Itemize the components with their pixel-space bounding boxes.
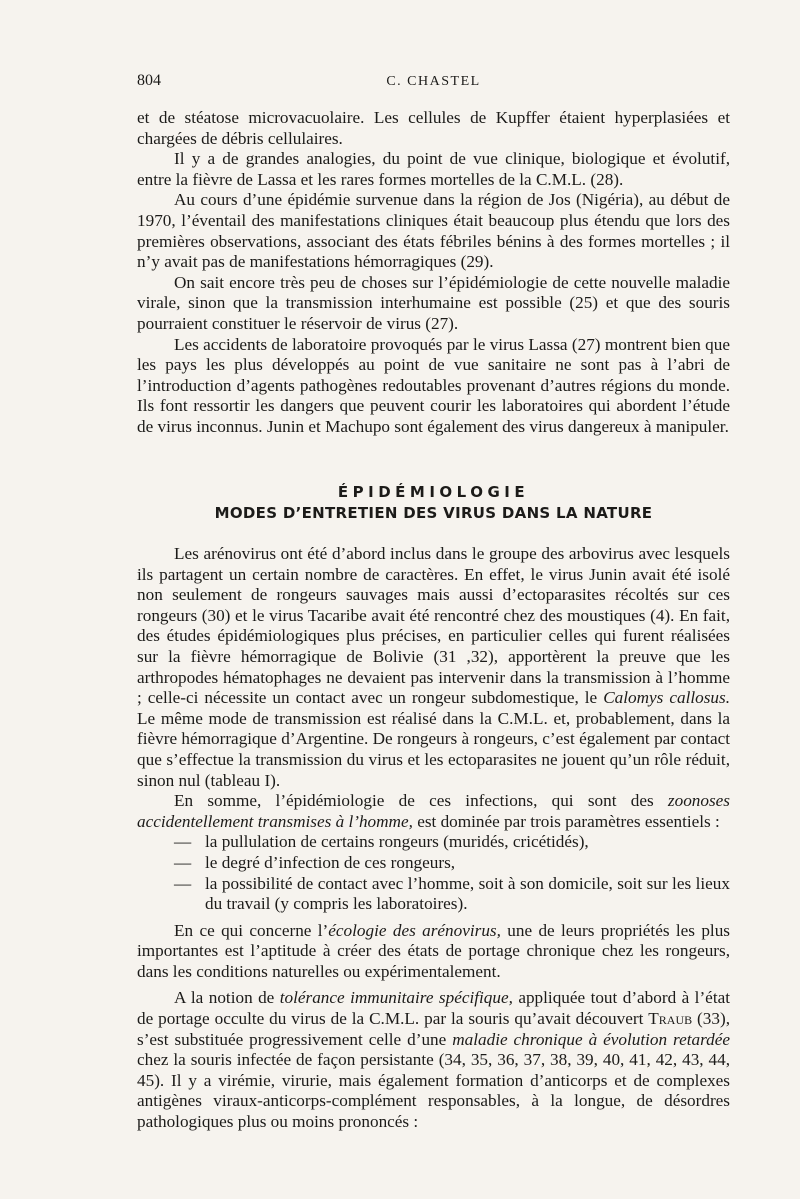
- author-name-small-caps: Traub: [648, 1009, 693, 1029]
- section-epidemiology-text: [137, 544, 730, 1133]
- running-head-author: C. CHASTEL: [386, 74, 481, 89]
- italic-emphasis: écologie des arénovirus,: [328, 920, 501, 940]
- text-run: est dominée par trois paramètres essentiels :: [412, 811, 720, 831]
- text-run: En ce qui concerne l’: [174, 920, 329, 940]
- section-subtitle: MODES D’ENTRETIEN DES VIRUS DANS LA NATURE: [214, 504, 653, 522]
- paragraph: [137, 988, 730, 1132]
- text-run: Le même mode de transmission est réalisé dans la C.M.L. et, probablement, dans la fièvre hémorragique d’Argentine. De rongeurs à rongeurs, c’est également par contact que s’effectue la transmission du virus et les ectoparasites ne jouent qu’un rôle réduit, sinon nul (tableau I).: [137, 708, 730, 790]
- paragraph: Les accidents de laboratoire provoqués par le virus Lassa (27) montrent bien que les pays les plus développés au point de vue sanitaire ne sont pas à l’abri de l’introduction d’agents pathogènes redoutables provenant d’autres régions du monde. Ils font ressortir les dangers que peuvent courir les laboratoires qui abordent l’étude de virus inconnus. Junin et Machupo sont également des virus dangereux à manipuler.: [137, 334, 730, 436]
- text-run: Les arénovirus ont été d’abord inclus dans le groupe des arbovirus avec lesquels ils partagent un certain nombre de caractères. En effet, le virus Junin avait été isolé non seulement de rongeurs sauvages mais aussi d’ectoparasites récoltés sur ces rongeurs (30) et le virus Tacaribe avait été rencontré chez des moustiques (4). En fait, des études épidémiologiques plus précises, en particulier celles qui furent réalisées sur la fièvre hémorragique de Bolivie (31 ,32), apportèrent la preuve que les arthropodes hématophages ne devaient pas intervenir dans la transmission à l’homme ; celle-ci nécessite un contact avec un rongeur subdomestique, le: [137, 544, 730, 708]
- italic-emphasis: zoonoses accidentellement transmises à l’homme,: [137, 791, 730, 831]
- page-number: 804: [137, 72, 161, 89]
- text-run: une de leurs propriétés les plus importantes est l’aptitude à créer des états de portage chronique chez les rongeurs, dans les conditions naturelles ou expérimentalement.: [137, 920, 730, 981]
- paragraph: Il y a de grandes analogies, du point de vue clinique, biologique et évolutif, entre la fièvre de Lassa et les rares formes mortelles de la C.M.L. (28).: [137, 149, 730, 189]
- text-run: En somme, l’épidémiologie de ces infections, qui sont des: [174, 791, 668, 811]
- section-lassa-text: [137, 108, 730, 438]
- list-item: [137, 832, 730, 853]
- dash-marker: —: [174, 873, 192, 893]
- paragraph: Au cours d’une épidémie survenue dans la région de Jos (Nigéria), au début de 1970, l’éventail des manifestations cliniques était beaucoup plus étendu que lors des premières observations, associant des états fébriles bénins à des formes mortelles ; il n’y avait pas de manifestations hémorragiques (29).: [137, 190, 730, 272]
- running-head: [137, 72, 730, 92]
- paragraph: On sait encore très peu de choses sur l’épidémiologie de cette nouvelle maladie virale, sinon que la transmission interhumaine est possible (25) et que des souris pourraient constituer le réservoir de virus (27).: [137, 272, 730, 333]
- section-heading: [137, 482, 730, 524]
- list-item-text: la pullulation de certains rongeurs (muridés, cricétidés),: [205, 832, 589, 852]
- text-run: appliquée tout d’abord à l’état de portage occulte du virus de la C.M.L. par la souris qu’avait découvert: [137, 988, 730, 1029]
- parameter-list: [137, 832, 730, 914]
- list-item-text: le degré d’infection de ces rongeurs,: [205, 852, 456, 872]
- italic-emphasis: maladie chronique à évolution retardée: [452, 1029, 730, 1049]
- text-run: A la notion de: [174, 988, 280, 1008]
- dash-marker: —: [174, 832, 192, 852]
- paragraph: [137, 921, 730, 983]
- list-item: [137, 874, 730, 915]
- italic-emphasis: tolérance immunitaire spécifique,: [279, 988, 513, 1008]
- list-item: [137, 853, 730, 874]
- italic-species-name: Calomys callosus.: [603, 688, 731, 708]
- dash-marker: —: [174, 852, 192, 872]
- paragraph: [137, 791, 730, 832]
- list-item-text: la possibilité de contact avec l’homme, soit à son domicile, soit sur les lieux du travail (y compris les laboratoires).: [205, 873, 730, 914]
- section-title: ÉPIDÉMIOLOGIE: [337, 483, 530, 501]
- paragraph: et de stéatose microvacuolaire. Les cellules de Kupffer étaient hyperplasiées et chargées de débris cellulaires.: [137, 108, 730, 148]
- paragraph: [137, 544, 730, 791]
- text-run: chez la souris infectée de façon persistante (34, 35, 36, 37, 38, 39, 40, 41, 42, 43, 44, 45). Il y a virémie, virurie, mais également formation d’anticorps et de complexes antigènes viraux-anticorps-complément responsables, à la longue, de désordres pathologiques plus ou moins prononcés :: [137, 1050, 730, 1132]
- text-run: (33), s’est substituée progressivement celle d’une: [137, 1009, 730, 1049]
